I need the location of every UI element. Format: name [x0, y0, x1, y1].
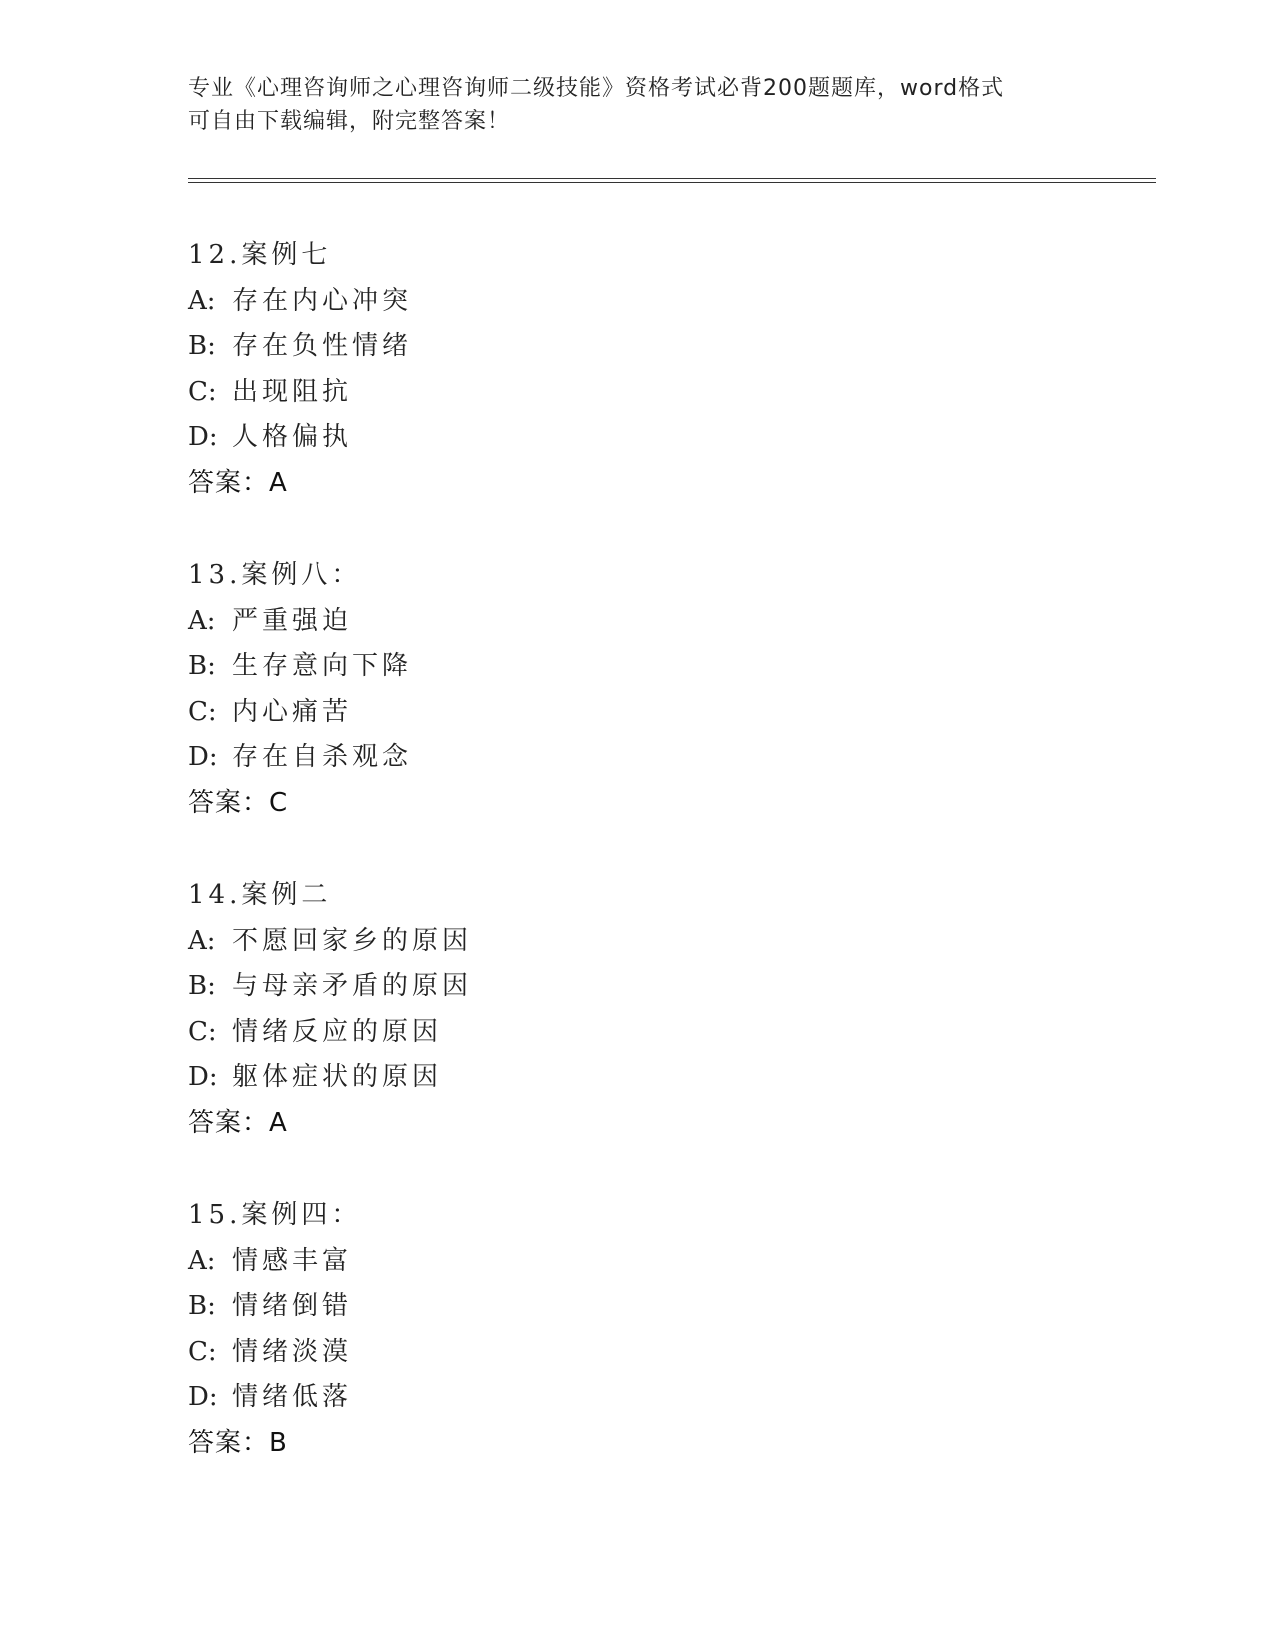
question-title: 15.案例四：: [188, 1200, 362, 1230]
header-line-1: 专业《心理咨询师之心理咨询师二级技能》资格考试必背200题题库，word格式: [188, 76, 1005, 101]
option-letter: D:: [188, 1382, 218, 1412]
option-letter: C:: [188, 696, 217, 727]
option-letter: C:: [188, 1336, 217, 1367]
option-letter: D:: [188, 742, 218, 772]
option-b: [188, 644, 1088, 690]
option-text: 与母亲矛盾的原因: [232, 971, 473, 1001]
option-text: 不愿回家乡的原因: [232, 925, 473, 956]
option-text: 躯体症状的原因: [232, 1062, 443, 1092]
question-15: [188, 1193, 1088, 1513]
option-text: 情绪淡漠: [232, 1336, 353, 1367]
answer-line: 答案：A: [188, 1107, 288, 1138]
option-b: [188, 1284, 1088, 1330]
option-letter: D:: [188, 1062, 218, 1092]
option-text: 情绪低落: [232, 1382, 353, 1412]
option-c: [188, 690, 1088, 736]
question-13: [188, 553, 1088, 873]
option-d: [188, 1055, 1088, 1101]
option-text: 存在内心冲突: [232, 285, 413, 316]
option-letter: D:: [188, 422, 218, 452]
option-b: [188, 964, 1088, 1010]
answer-line: 答案：B: [188, 1427, 288, 1458]
option-letter: C:: [188, 376, 217, 407]
option-text: 情感丰富: [232, 1245, 353, 1276]
option-letter: B:: [188, 1291, 216, 1321]
option-c: [188, 1010, 1088, 1056]
option-text: 出现阻抗: [232, 376, 353, 407]
header-line-2: 可自由下载编辑，附完整答案！: [188, 109, 511, 134]
option-text: 人格偏执: [232, 422, 353, 452]
header-divider-top: [188, 178, 1156, 179]
question-12: [188, 233, 1088, 553]
option-d: [188, 415, 1088, 461]
option-a: [188, 599, 1088, 645]
option-letter: B:: [188, 651, 216, 681]
option-a: [188, 1239, 1088, 1285]
option-text: 内心痛苦: [232, 696, 353, 727]
option-text: 存在自杀观念: [232, 742, 413, 772]
option-letter: A:: [188, 605, 216, 636]
question-title: 12.案例七: [188, 240, 332, 270]
question-list: [188, 233, 1088, 1513]
option-letter: B:: [188, 971, 216, 1001]
option-c: [188, 1330, 1088, 1376]
option-letter: B:: [188, 331, 216, 361]
question-title: 14.案例二: [188, 880, 332, 910]
answer-line: 答案：A: [188, 467, 288, 498]
answer-line: 答案：C: [188, 787, 289, 818]
option-b: [188, 324, 1088, 370]
option-text: 情绪反应的原因: [232, 1016, 443, 1047]
option-a: [188, 919, 1088, 965]
option-text: 存在负性情绪: [232, 331, 413, 361]
option-letter: A:: [188, 925, 216, 956]
header-divider-bottom: [188, 182, 1156, 183]
option-d: [188, 735, 1088, 781]
question-title: 13.案例八：: [188, 560, 362, 590]
option-a: [188, 279, 1088, 325]
question-14: [188, 873, 1088, 1193]
option-text: 情绪倒错: [232, 1291, 353, 1321]
option-letter: A:: [188, 1245, 216, 1276]
option-text: 生存意向下降: [232, 651, 413, 681]
option-text: 严重强迫: [232, 605, 353, 636]
option-d: [188, 1375, 1088, 1421]
option-c: [188, 370, 1088, 416]
document-header: [188, 72, 1088, 138]
option-letter: A:: [188, 285, 216, 316]
option-letter: C:: [188, 1016, 217, 1047]
